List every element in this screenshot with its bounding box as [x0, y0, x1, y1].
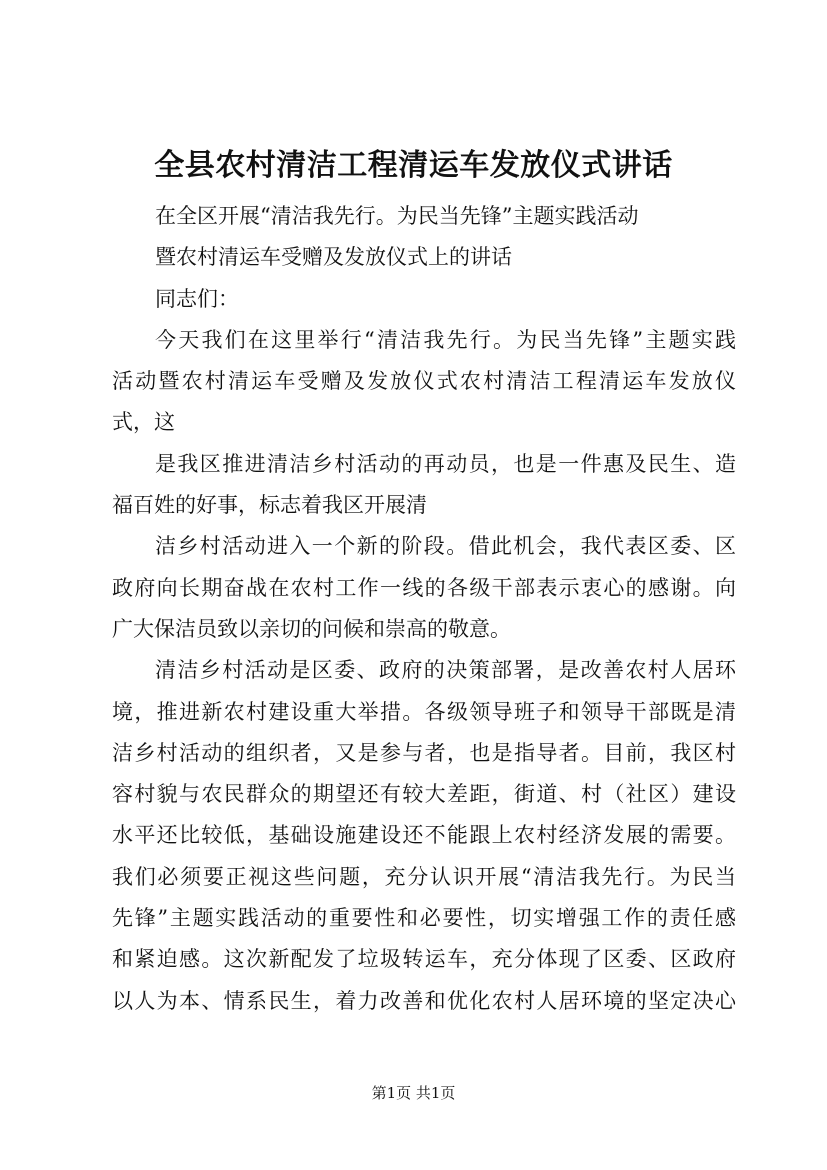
paragraph-line: 我们必须要正视这些问题，充分认识开展“清洁我先行。为民当 [112, 864, 736, 889]
paragraph-line: 今天我们在这里举行“清洁我先行。为民当先锋”主题实践 [155, 327, 736, 352]
paragraph-line: 活动暨农村清运车受赠及发放仪式农村清洁工程清运车发放仪 [112, 369, 736, 394]
paragraph-line: 福百姓的好事，标志着我区开展清 [112, 493, 427, 518]
paragraph-line: 水平还比较低，基础设施建设还不能跟上农村经济发展的需要。 [112, 823, 736, 848]
paragraph-line: 洁乡村活动的组织者，又是参与者，也是指导者。目前，我区村 [112, 740, 736, 765]
paragraph-line: 政府向长期奋战在农村工作一线的各级干部表示衷心的感谢。向 [112, 575, 736, 600]
paragraph-line: 清洁乡村活动是区委、政府的决策部署，是改善农村人居环 [155, 658, 736, 683]
paragraph-line: 是我区推进清洁乡村活动的再动员，也是一件惠及民生、造 [155, 451, 736, 476]
paragraph-line: 先锋”主题实践活动的重要性和必要性，切实增强工作的责任感 [112, 906, 736, 931]
subtitle-line-1: 在全区开展“清洁我先行。为民当先锋”主题实践活动 [155, 204, 639, 228]
subtitle-line-2: 暨农村清运车受赠及发放仪式上的讲话 [155, 245, 512, 270]
document-body [112, 196, 736, 1022]
paragraph-line: 式，这 [112, 410, 175, 435]
document-title: 全县农村清洁工程清运车发放仪式讲话 [154, 148, 673, 183]
paragraph-line: 境，推进新农村建设重大举措。各级领导班子和领导干部既是清 [112, 699, 736, 724]
paragraph-line: 以人为本、情系民生，着力改善和优化农村人居环境的坚定决心 [112, 988, 736, 1013]
paragraph-line: 容村貌与农民群众的期望还有较大差距，街道、村（社区）建设 [112, 782, 736, 807]
paragraph-line: 洁乡村活动进入一个新的阶段。借此机会，我代表区委、区 [155, 534, 736, 559]
page-footer: 第1页 共1页 [371, 1084, 456, 1102]
salutation: 同志们： [155, 286, 239, 311]
paragraph-line: 广大保洁员致以亲切的问候和崇高的敬意。 [112, 616, 511, 641]
paragraph-line: 和紧迫感。这次新配发了垃圾转运车，充分体现了区委、区政府 [112, 947, 736, 972]
